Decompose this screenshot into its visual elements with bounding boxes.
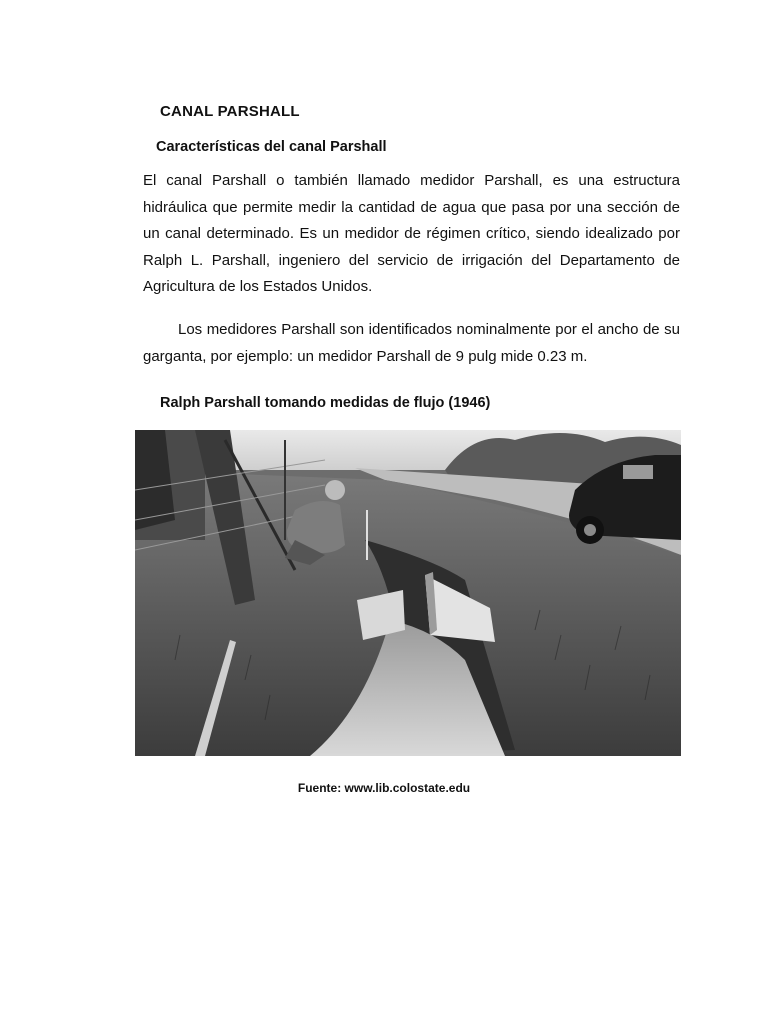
figure-heading: Ralph Parshall tomando medidas de flujo (1946) bbox=[160, 395, 491, 411]
figure-caption: Fuente: www.lib.colostate.edu bbox=[297, 781, 471, 795]
paragraph-nominal-size: Los medidores Parshall son identificados nominalmente por el ancho de su garganta, por ejemplo: un medidor Parshall de 9 pulg mide 0.23 m. bbox=[143, 321, 680, 365]
historical-photo bbox=[135, 430, 681, 756]
document-title: CANAL PARSHALL bbox=[160, 103, 300, 120]
section-heading: Características del canal Parshall bbox=[156, 139, 387, 155]
paragraph-intro: El canal Parshall o también llamado medidor Parshall, es una estructura hidráulica que permite medir la cantidad de agua que pasa por una sección de un canal determinado. Es un medidor de régimen crítico, siendo idealizado por Ralph L. Parshall, ingeniero del servicio de irrigación del Departamento de Agricultura de los Estados Unidos. bbox=[143, 172, 680, 295]
